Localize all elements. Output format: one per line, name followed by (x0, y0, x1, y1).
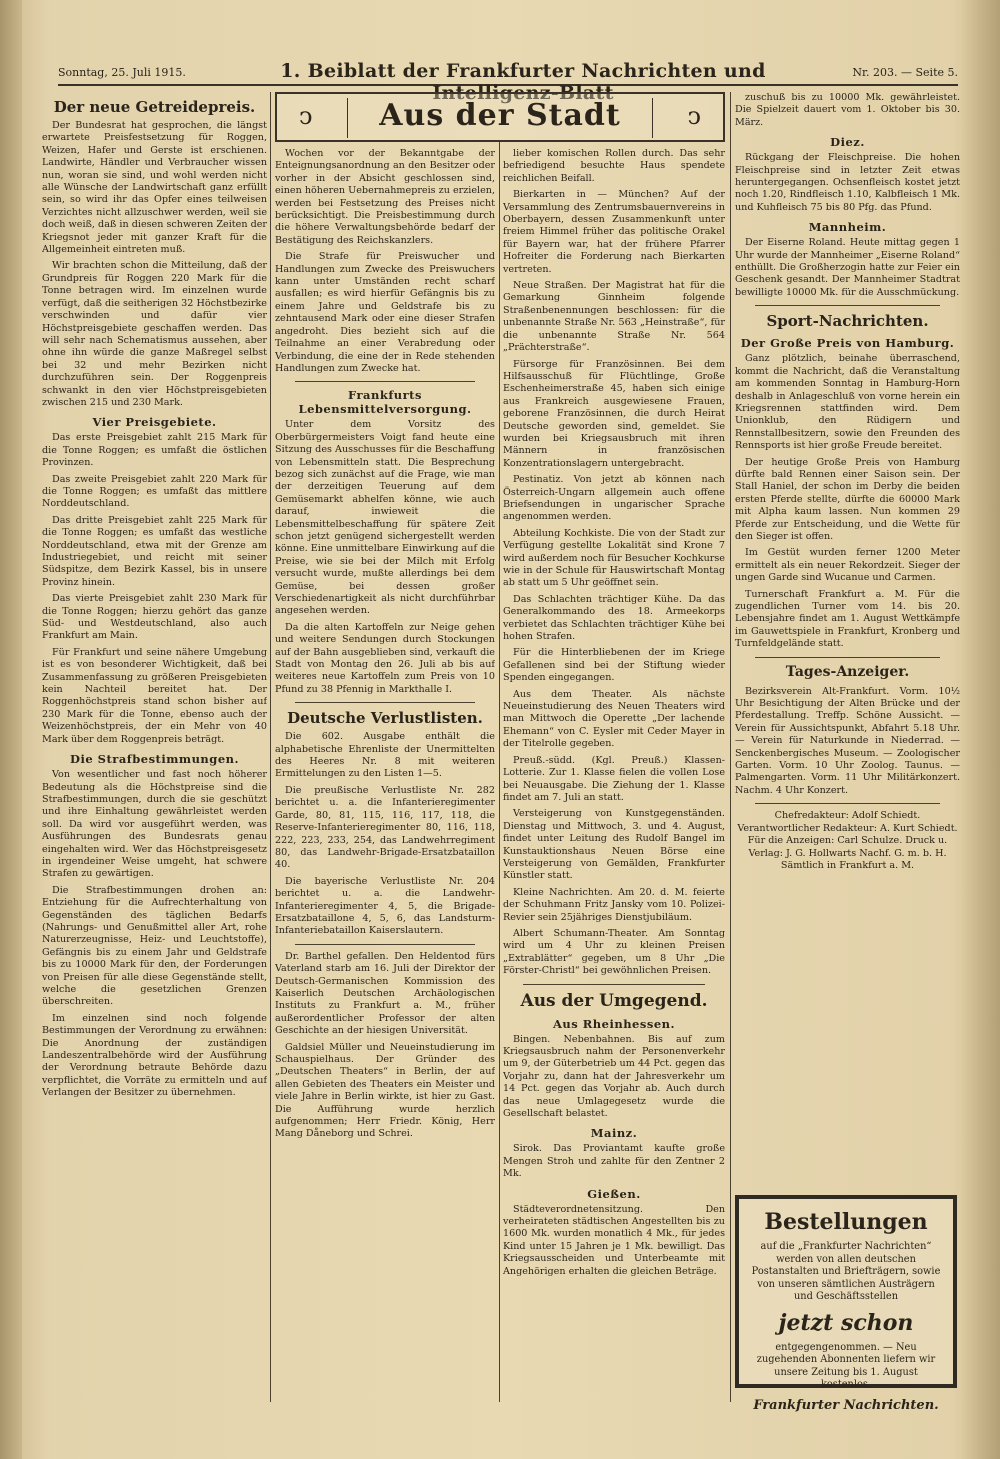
ad-text: entgegengenommen. — Neu zugehenden Abonnenten liefern wir unsere Zeitung bis 1. August kostenlos. (756, 1341, 936, 1390)
column-rule (270, 92, 271, 1402)
column-rule (730, 92, 731, 1402)
article-paragraph: Die preußische Verlustliste Nr. 282 berichtet u. a. die Infanterieregimenter Garde, 80, 81, 115, 116, 117, 118, die Reserve-Infanterieregimenter 80, 116, 118, 222, 223, 233, 254, das Landwehrregiment 80, das Landwehr-Brigade-Ersatzbataillon 40. (275, 784, 495, 871)
article-paragraph: Neue Straßen. Der Magistrat hat für die Gemarkung Ginnheim folgende Straßenbenennungen beschlossen: für die unbenannte Straße Nr. 563 „Heinstraße“, für die unbenannte Straße Nr. 564 „Prächterstraße“. (503, 280, 725, 354)
ornament-icon: ↄ (299, 102, 313, 130)
imprint: Chefredakteur: Adolf Schiedt. Verantwortlicher Redakteur: A. Kurt Schiedt. Für die Anzeigen: Carl Schulze. Druck u. Verlag: J. G. Hollwarts Nachf. G. m. b. H. Sämtlich in Frankfurt a. M. (737, 810, 958, 871)
article-paragraph: Versteigerung von Kunstgegenständen. Dienstag und Mittwoch, 3. und 4. August, findet unter Leitung des Rudolf Bangel im Kunstauktionshaus Neuen Börse eine Versteigerung von Gemälden, Frankfurter Künstler statt. (503, 808, 725, 882)
article-paragraph: Wir brachten schon die Mitteilung, daß der Grundpreis für Roggen 220 Mark für die Tonne betragen wird. Im einzelnen wurde verfügt, daß die seitherigen 32 Höchstbezirke verschwinden und dafür vier Höchstpreisgebiete geschaffen werden. Das will sehr nach Schematismus aussehen, aber ohne ihn würde die ganze Maßregel selbst bei 32 und mehr Bezirken nicht durchzuführen sein. Der Roggenpreis schwankt in den vier Höchstpreisgebieten zwischen 215 und 230 Mark. (42, 260, 267, 408)
article-paragraph: Bingen. Nebenbahnen. Bis auf zum Kriegsausbruch nahm der Personenverkehr um 9, der Güterbetrieb um 44 Pct. gegen das Vorjahr zu, dann hat der Jahresverkehr um 14 Pct. gegen das Vorjahr ab. Auch durch das neue Umlagegesetz wurde die Gesellschaft belastet. (503, 1033, 725, 1120)
article-paragraph: Fürsorge für Französinnen. Bei dem Hilfsausschuß für Flüchtlinge, Große Eschenheimerstraße 45, haben sich einige aus Frankreich ausgewiesene Frauen, geborene Französinnen, die durch Heirat Deutsche geworden sind, gemeldet. Sie wurden bei Kriegsausbruch mit ihren Männern in französischen Konzentrationslagern untergebracht. (503, 358, 725, 469)
section-banner (275, 92, 725, 142)
article-paragraph: Der heutige Große Preis von Hamburg dürfte bald Rennen einer Saison sein. Der Stall Haniel, der schon im Derby die beiden ersten Pferde stellte, dürfte die 60000 Mark mit Alpha kaum lassen. Nun kommen 29 Pferde zur Entscheidung, und die Wette für den Sieger ist offen. (735, 456, 960, 542)
article-paragraph: Rückgang der Fleischpreise. Die hohen Fleischpreise sind in letzter Zeit etwas heruntergegangen. Ochsenfleisch kostet jetzt noch 1.20, Rindfleisch 1.10, Kalbfleisch 1 Mk. und Kuhfleisch 75 bis 80 Pfg. das Pfund. (735, 152, 960, 213)
column-4 (735, 92, 960, 1190)
article-subheading: Vier Preisgebiete. (92, 415, 217, 430)
article-heading: Tages-Anzeiger. (785, 663, 910, 680)
article-subheading: Die Strafbestimmungen. (69, 752, 240, 767)
article-paragraph: Für Frankfurt und seine nähere Umgebung ist es von besonderer Wichtigkeit, daß bei Zusammenfassung zu größeren Preisgebieten kein Nachteil bereitet hat. Der Roggenhöchstpreis stand schon bisher auf 230 Mark für die Tonne, ebenso auch der Weizenhöchstpreis, der ein Mehr von 40 Mark über dem Roggenpreis beträgt. (42, 646, 267, 745)
article-paragraph: Von wesentlicher und fast noch höherer Bedeutung als die Höchstpreise sind die Strafbestimmungen, durch die sie geschützt und ihre Einhaltung gewährleistet werden soll. Da wird vor ausgeführt werden, was Ausführungen des Bundesrats genau eingehalten wird. Wer das Höchstpreisgesetz in irgendeiner Weise umgeht, hat schwere Strafen zu gewärtigen. (42, 769, 267, 880)
article-paragraph: Die bayerische Verlustliste Nr. 204 berichtet u. a. die Landwehr-Infanterieregimenter 4, 5, die Brigade-Ersatzbataillone 4, 5, 6, das Landsturm-Infanteriebataillon Kaiserslautern. (275, 875, 495, 937)
divider (755, 803, 940, 804)
page-left-edge (0, 0, 22, 1459)
article-subheading: Gießen. (587, 1186, 641, 1201)
article-paragraph: Die 602. Ausgabe enthält die alphabetische Ehrenliste der Unermittelten des Heeres Nr. 8 mit weiteren Ermittelungen zu den Listen 1—5. (275, 731, 495, 780)
article-paragraph: Die Strafbestimmungen drohen an: Entziehung für die Aufrechterhaltung von Gegenständen des täglichen Bedarfs (Nahrungs- und Genußmittel aller Art, rohe Naturerzeugnisse, Heiz- und Leuchtstoffe), Gefängnis bis zu einem Jahr und Geldstrafe bis zu 10000 Mark für den, der Forderungen von Preisen für alle diese Gegenstände stellt, welche die gesetzlichen Grenzen überschreiten. (42, 884, 267, 1008)
article-paragraph: Das dritte Preisgebiet zahlt 225 Mark für die Tonne Roggen; es umfaßt das westliche Norddeutschland, etwa mit der Grenze am Industriegebiet, und reicht mit seiner Südspitze, dem Bezirk Kassel, bis in unsere Provinz hinein. (42, 514, 267, 588)
ad-title: Bestellungen (764, 1209, 928, 1235)
article-paragraph: Der Bundesrat hat gesprochen, die längst erwartete Preisfestsetzung für Roggen, Weizen, Hafer und Gerste ist erschienen. Landwirte, Händler und Verbraucher wissen nun, woran sie sind, und wohl werden nicht alle Wünsche der Landwirtschaft ganz erfüllt sein, so wird ihr das Opfer eines teilweisen Verzichtes nicht allzuschwer werden, weil sie doch weiß, daß in diesen schweren Zeiten der Kriegsnot jeder mit ganzer Kraft für die Allgemeinheit eintreten muß. (42, 120, 267, 256)
divider (295, 381, 475, 382)
article-paragraph: Bezirksverein Alt-Frankfurt. Vorm. 10½ Uhr Besichtigung der Alten Brücke und der Pferdestallung. Treffp. Schöne Aussicht. — Verein für Aussichtspunkt, Abfahrt 5.18 Uhr. — Verein für Naturkunde in Niederrad. — Senckenbergisches Museum. — Zoologischer Garten. Vorm. 10 Uhr Zoolog. Taunus. — Palmengarten. Vorm. 11 Uhr Militärkonzert. Nachm. 4 Uhr Konzert. (735, 685, 960, 796)
article-paragraph: Das erste Preisgebiet zahlt 215 Mark für die Tonne Roggen; es umfaßt die östlichen Provinzen. (42, 432, 267, 469)
article-paragraph: Die Strafe für Preiswucher und Handlungen zum Zwecke des Preiswuchers kann unter Umständen recht scharf ausfallen; es wird hierfür Gefängnis bis zu einem Jahre und Geldstrafe bis zu zehntausend Mark oder eine dieser Strafen angedroht. Dies bezieht sich auf die Teilnahme an einer Verabredung oder Verbindung, die eine der in Rede stehenden Handlungen zum Zwecke hat. (275, 251, 495, 374)
article-paragraph: Sirok. Das Proviantamt kaufte große Mengen Stroh und zahlte für den Zentner 2 Mk. (503, 1143, 725, 1180)
article-heading: Sport-Nachrichten. (766, 312, 929, 331)
header-date: Sonntag, 25. Juli 1915. (58, 66, 186, 79)
article-paragraph: Aus dem Theater. Als nächste Neueinstudierung des Neuen Theaters wird man Mittwoch die Operette „Der lachende Ehemann“ von C. Eysler mit Ceder Mayer in der Titelrolle gegeben. (503, 688, 725, 750)
article-paragraph: lieber komischen Rollen durch. Das sehr befriedigend besuchte Haus spendete reichlichen Beifall. (503, 148, 725, 184)
article-paragraph: Albert Schumann-Theater. Am Sonntag wird um 4 Uhr zu kleinen Preisen „Extrablätter“ gegeben, um 8 Uhr „Die Förster-Christl“ bei gewöhnlichen Preisen. (503, 927, 725, 977)
article-paragraph: Wochen vor der Bekanntgabe der Enteignungsanordnung an den Besitzer oder vorher in der Absicht geschlossen sind, einen höheren Uebernahmepreis zu erzielen, werden bei Festsetzung des Preises nicht berücksichtigt. Die Preisbestimmung durch die höhere Verwaltungsbehörde bedarf der Bestätigung des Reichskanzlers. (275, 148, 495, 246)
header-title: 1. Beiblatt der Frankfurter Nachrichten und Intelligenz-Blatt (280, 60, 766, 104)
article-subheading: Aus Rheinhessen. (552, 1016, 676, 1031)
page-right-shadow (960, 0, 1000, 1459)
article-paragraph: Unter dem Vorsitz des Oberbürgermeisters Voigt fand heute eine Sitzung des Ausschusses für die Beschaffung von Lebensmitteln statt. Die Besprechung bezog sich zunächst auf die Frage, wie man der derzeitigen Teuerung auf dem Gemüsemarkt abhelfen könne, wie auch darauf, inwieweit die Lebensmittelbeschaffung für spätere Zeit schon jetzt genügend sichergestellt werden könne. Eine unmittelbare Einwirkung auf die Preise, wie sie bei der Milch mit Erfolg versucht wurde, mußte allerdings bei dem Gemüse, bei dessen großer Verschiedenartigkeit als nicht durchführbar angesehen werden. (275, 419, 495, 617)
article-paragraph: Das Schlachten trächtiger Kühe. Da das Generalkommando des 18. Armeekorps verbietet das Schlachten trächtiger Kühe bei hohen Strafen. (503, 593, 725, 643)
article-paragraph: Im einzelnen sind noch folgende Bestimmungen der Verordnung zu erwähnen: Die Anordnung der zuständigen Landeszentralbehörde wird der Ausführung der Verordnung betraute Behörde dazu verpflichtet, die Vorräte zu ermitteln und auf Verlangen der Besitzer zu übernehmen. (42, 1012, 267, 1099)
section-title: Aus der Stadt (347, 98, 653, 138)
article-paragraph: Galdsiel Müller und Neueinstudierung im Schauspielhaus. Der Gründer des „Deutschen Theaters“ in Berlin, der auf allen Gebieten des Theaters ein Meister und viele Jahre in Berlin wirkte, ist hier zu Gast. Die Aufführung wurde herzlich aufgenommen; Herr Friedr. König, Herr Mang Dåneborg und Schrei. (275, 1041, 495, 1140)
article-heading: Deutsche Verlustlisten. (287, 709, 483, 728)
article-paragraph: Da die alten Kartoffeln zur Neige gehen und weitere Sendungen durch Stockungen auf der Bahn ausgeblieben sind, verkauft die Stadt von Montag den 26. Juli ab bis auf weiteres neue Kartoffeln zum Preis von 10 Pfund zu 38 Pfennig in Markthalle I. (275, 621, 495, 695)
article-paragraph: Kleine Nachrichten. Am 20. d. M. feierte der Schuhmann Fritz Jansky vom 10. Polizei-Revier sein 25jähriges Dienstjubiläum. (503, 886, 725, 923)
column-3 (503, 148, 725, 1402)
article-paragraph: Preuß.-südd. (Kgl. Preuß.) Klassen-Lotterie. Zur 1. Klasse fielen die vollen Lose bei Neuausgabe. Die Ziehung der 1. Klasse findet am 7. Juli an statt. (503, 754, 725, 803)
article-paragraph: zuschuß bis zu 10000 Mk. gewährleistet. Die Spielzeit dauert vom 1. Oktober bis 30. März. (735, 92, 960, 128)
article-subheading: Mannheim. (808, 220, 887, 235)
article-paragraph: Pestinatiz. Von jetzt ab können nach Österreich-Ungarn allgemein auch offene Briefsendungen in ungarischer Sprache angenommen werden. (503, 474, 725, 523)
article-heading: Der neue Getreidepreis. (53, 98, 256, 116)
divider (295, 944, 475, 945)
article-paragraph: Für die Hinterbliebenen der im Kriege Gefallenen sind bei der Stiftung wieder Spenden eingegangen. (503, 647, 725, 684)
article-subheading: Diez. (830, 135, 865, 150)
article-paragraph: Städteverordnetensitzung. Den verheirateten städtischen Angestellten bis zu 1600 Mk. wurden monatlich 4 Mk., für jedes Kind unter 15 Jahren je 1 Mk. bewilligt. Das Kriegsausscheiden und Unterbeamte mit Angehörigen erhalten die gleichen Beträge. (503, 1203, 725, 1277)
divider (755, 305, 940, 306)
article-paragraph: Bierkarten in — München? Auf der Versammlung des Zentrumsbauernvereins in Oberbayern, dessen Zusammenkunft unter freiem Himmel früher das politische Orakel für Bayern war, hat der frühere Pfarrer Hofreiter die Forderung nach Bierkarten vertreten. (503, 189, 725, 275)
article-paragraph: Der Eiserne Roland. Heute mittag gegen 1 Uhr wurde der Mannheimer „Eiserne Roland“ enthüllt. Die Großherzogin hatte zur Feier ein Geschenk gesandt. Der Mannheimer Stadtrat bewilligte 10000 Mk. für die Ausschmückung. (735, 237, 960, 298)
header-page-number: Nr. 203. — Seite 5. (852, 66, 958, 79)
article-heading: Aus der Umgegend. (520, 990, 708, 1011)
column-1 (42, 92, 267, 1402)
ad-highlight: jetzt schon (778, 1309, 914, 1336)
article-subheading: Mainz. (590, 1126, 638, 1141)
divider (523, 984, 705, 985)
ad-text: auf die „Frankfurter Nachrichten“ werden von allen deutschen Postanstalten und Briefträgern, sowie von unseren sämtlichen Austrägern und Geschäftsstellen (751, 1241, 941, 1302)
ornament-icon: ↄ (687, 102, 701, 130)
divider (295, 702, 475, 703)
page-header (58, 60, 958, 104)
ad-brand: Frankfurter Nachrichten. (753, 1397, 939, 1413)
article-paragraph: Im Gestüt wurden ferner 1200 Meter ermittelt als ein neuer Rekordzeit. Sieger der ungen Garde sind Wucanue und Carmen. (735, 547, 960, 584)
article-paragraph: Das vierte Preisgebiet zahlt 230 Mark für die Tonne Roggen; hierzu gehört das ganze Süd- und Westdeutschland, also auch Frankfurt am Main. (42, 593, 267, 642)
article-paragraph: Abteilung Kochkiste. Die von der Stadt zur Verfügung gestellte Lokalität sind Krone 7 wird außerdem noch für Besucher Kochkurse wie in der Schule für Hauswirtschaft Montag ab statt um 5 Uhr geöffnet sein. (503, 527, 725, 589)
column-rule (499, 142, 500, 1402)
subscription-advertisement (735, 1195, 957, 1413)
column-2 (275, 148, 495, 1402)
article-subheading: Der Große Preis von Hamburg. (740, 336, 955, 351)
article-paragraph: Turnerschaft Frankfurt a. M. Für die zugendlichen Turner vom 14. bis 20. Lebensjahre findet am 1. August Wettkämpfe im Gauwettspiele in Frankfurt, Kronberg und Turnfeldgelände statt. (735, 588, 960, 650)
article-paragraph: Dr. Barthel gefallen. Den Heldentod fürs Vaterland starb am 16. Juli der Direktor der Deutsch-Germanischen Kommission des Kaiserlich Deutschen Archäologischen Instituts zu Frankfurt a. M., früher außerordentlicher Professor der alten Geschichte an der hiesigen Universität. (275, 950, 495, 1037)
article-paragraph: Das zweite Preisgebiet zahlt 220 Mark für die Tonne Roggen; es umfaßt das mittlere Norddeutschland. (42, 473, 267, 510)
divider (755, 657, 940, 658)
article-paragraph: Ganz plötzlich, beinahe überraschend, kommt die Nachricht, daß die Veranstaltung am kommenden Sonntag in Hamburg-Horn deshalb in Anlageschluß von vorne herein ein Kriegsrennen stattfinden wird. Dem Unionklub, den Rüdigern und Rennstallbesitzern, sowie den Freunden des Rennsports ist hier große Freude bereitet. (735, 353, 960, 452)
article-heading: Frankfurts Lebensmittelversorgung. (298, 388, 472, 417)
